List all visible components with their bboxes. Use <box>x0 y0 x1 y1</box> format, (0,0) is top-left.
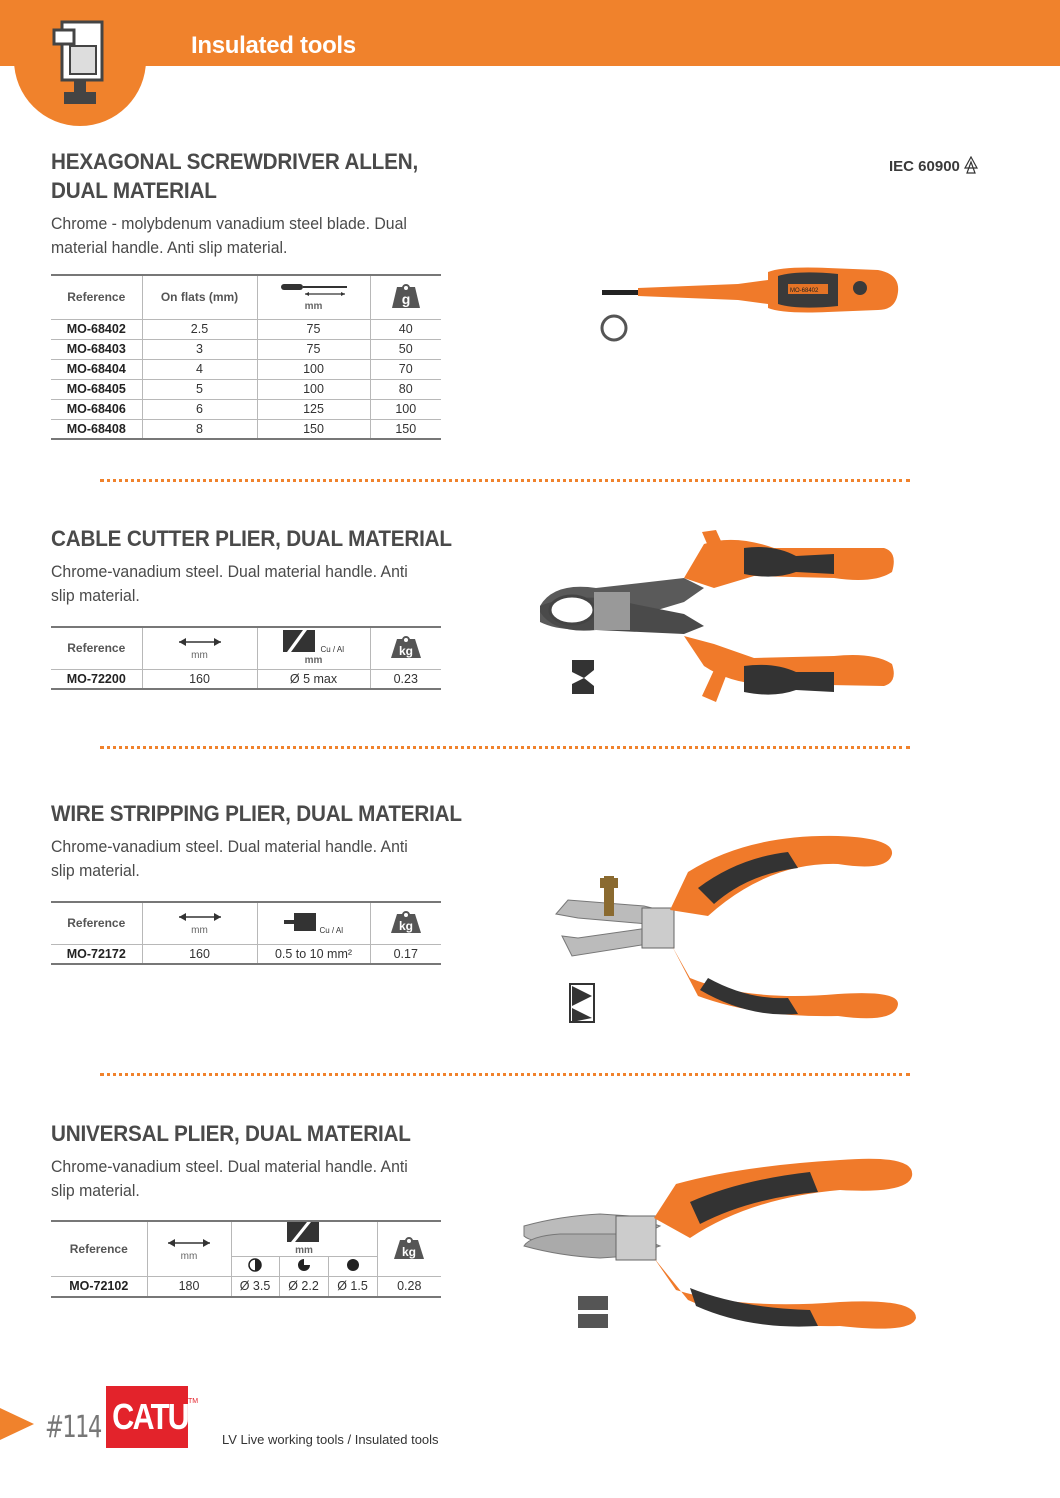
section-divider <box>100 1073 910 1076</box>
page-title: Insulated tools <box>191 32 356 59</box>
product-title: HEXAGONAL SCREWDRIVER ALLEN, DUAL MATERIAL <box>51 149 418 203</box>
weight-icon <box>391 283 421 309</box>
col-length: mm <box>147 1221 231 1277</box>
section-divider <box>100 479 910 482</box>
hex-socket-icon <box>602 316 626 340</box>
weight-icon <box>390 910 422 934</box>
product-title: UNIVERSAL PLIER, DUAL MATERIAL <box>51 1121 411 1146</box>
product-description: Chrome - molybdenum vanadium steel blade. Dual material handle. Anti slip material. <box>51 214 407 257</box>
col-on-flats: On flats (mm) <box>142 275 257 319</box>
table-row: MO-68404 4 100 70 <box>51 359 441 379</box>
col-cutting-capacity: Cu / Al mm <box>257 627 370 669</box>
col-reference: Reference <box>51 275 142 319</box>
product-description: Chrome-vanadium steel. Dual material handle. Anti slip material. <box>51 1157 408 1200</box>
product-title: CABLE CUTTER PLIER, DUAL MATERIAL <box>51 526 452 551</box>
product-description: Chrome-vanadium steel. Dual material handle. Anti slip material. <box>51 837 408 880</box>
length-arrow-icon <box>177 912 223 922</box>
flat-jaw-symbol-icon <box>578 1296 608 1310</box>
header-bar <box>0 0 1060 66</box>
insulation-triangle-icon <box>964 156 978 174</box>
col-length: mm <box>257 275 370 319</box>
length-arrow-icon <box>166 1238 212 1248</box>
section-divider <box>100 746 910 749</box>
col-cutting-capacity: mm <box>231 1221 377 1257</box>
product-table: Reference mm Cu / Al mm kg MO-72200 160 Ø 5 max 0.23 <box>51 626 441 690</box>
svg-text:MO-68402: MO-68402 <box>790 288 819 294</box>
footer-text: LV Live working tools / Insulated tools <box>222 1432 439 1447</box>
page-number: #114 <box>45 1410 101 1445</box>
col-weight <box>370 275 441 319</box>
universal-plier-image <box>520 1150 920 1334</box>
svg-text:kg: kg <box>398 918 413 933</box>
screwdriver-image <box>598 262 904 344</box>
cut-cable-icon <box>287 1222 321 1242</box>
table-row: MO-72172 160 0.5 to 10 mm² 0.17 <box>51 944 441 964</box>
blade-length-icon <box>279 282 349 298</box>
medium-wire-icon <box>279 1257 328 1277</box>
col-weight <box>370 902 441 944</box>
col-stripping-capacity: Cu / Al <box>257 902 370 944</box>
weight-icon <box>390 635 422 659</box>
product-title: WIRE STRIPPING PLIER, DUAL MATERIAL <box>51 801 462 826</box>
hard-wire-icon <box>328 1257 377 1277</box>
weight-icon <box>393 1236 425 1260</box>
table-row: MO-72102 180 Ø 3.5 Ø 2.2 Ø 1.5 0.28 <box>51 1277 441 1297</box>
cut-symbol-icon <box>572 660 594 694</box>
col-weight <box>377 1221 441 1277</box>
table-row: MO-68406 6 125 100 <box>51 399 441 419</box>
product-table: Reference mm mm kg MO-72102 180 Ø 3.5 Ø 2.2 Ø 1.5 0.28 <box>51 1220 441 1298</box>
product-table <box>51 274 441 440</box>
wire-stripper-image <box>548 828 904 1024</box>
table-row: MO-68408 8 150 150 <box>51 419 441 439</box>
standard-label: IEC 60900 <box>889 156 978 175</box>
col-length: mm <box>142 627 257 669</box>
col-length: mm <box>142 902 257 944</box>
trademark: TM <box>188 1398 199 1405</box>
footer-arrow <box>0 1408 34 1440</box>
table-row: MO-68405 5 100 80 <box>51 379 441 399</box>
cut-cable-icon <box>283 630 317 652</box>
col-weight <box>370 627 441 669</box>
insulated-tool-icon <box>52 16 112 108</box>
svg-text:kg: kg <box>402 1244 417 1259</box>
catu-logo: CATU <box>106 1386 188 1448</box>
svg-text:g: g <box>401 290 411 307</box>
table-row: MO-68403 3 75 50 <box>51 339 441 359</box>
table-row: MO-68402 2.5 75 40 <box>51 319 441 339</box>
product-description: Chrome-vanadium steel. Dual material handle. Anti slip material. <box>51 562 408 605</box>
strip-wire-icon <box>284 911 316 933</box>
soft-wire-icon <box>231 1257 279 1277</box>
svg-text:kg: kg <box>398 643 413 658</box>
length-arrow-icon <box>177 637 223 647</box>
cable-cutter-image <box>534 526 900 720</box>
table-row: MO-72200 160 Ø 5 max 0.23 <box>51 669 441 689</box>
product-table: Reference mm Cu / Al kg MO-72172 160 0.5 to 10 mm² 0.17 <box>51 901 441 965</box>
